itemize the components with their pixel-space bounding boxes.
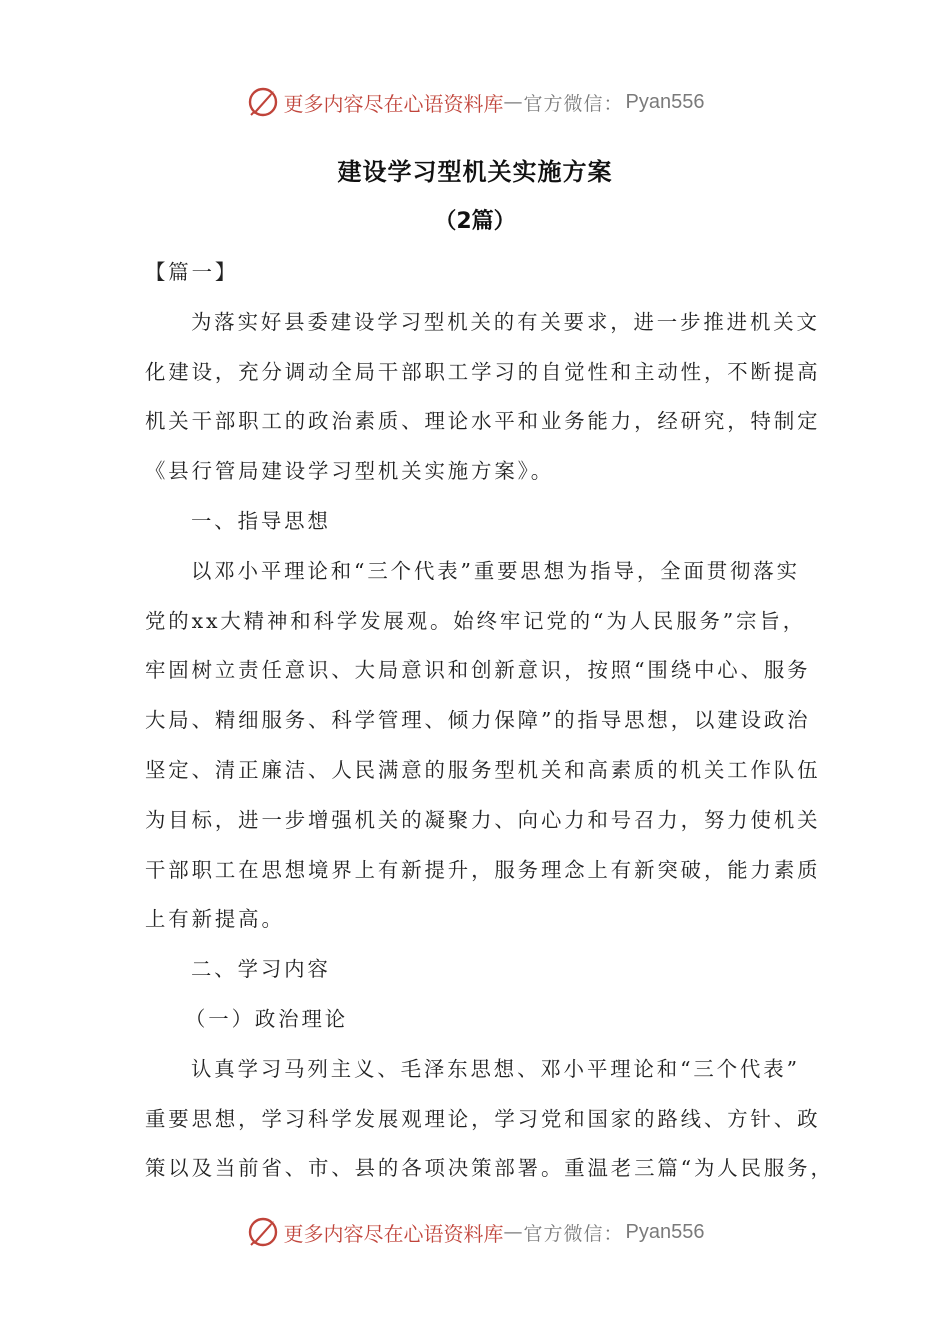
paragraph-line: 为目标，进一步增强机关的凝聚力、向心力和号召力，努力使机关 xyxy=(145,807,821,832)
paragraph-line: 化建设，充分调动全局干部职工学习的自觉性和主动性，不断提高 xyxy=(145,359,821,384)
document-subtitle: （2篇） xyxy=(434,209,516,234)
paragraph-line: 以邓小平理论和“三个代表”重要思想为指导，全面贯彻落实 xyxy=(191,558,800,583)
paragraph-line: 干部职工在思想境界上有新提升，服务理念上有新突破，能力素质 xyxy=(145,857,821,882)
paragraph-line: 机关干部职工的政治素质、理论水平和业务能力，经研究，特制定 xyxy=(145,409,821,434)
paragraph-line: 坚定、清正廉洁、人民满意的服务型机关和高素质的机关工作队伍 xyxy=(145,757,821,782)
paragraph-line: 《县行管局建设学习型机关实施方案》。 xyxy=(145,459,555,484)
document-title: 建设学习型机关实施方案 xyxy=(337,158,613,186)
brand-text: 更多内容尽在心语资料库 xyxy=(283,91,504,116)
paragraph-line: 大局、精细服务、科学管理、倾力保障”的指导思想，以建设政治 xyxy=(145,708,811,733)
brand-text: 更多内容尽在心语资料库 xyxy=(283,1221,504,1246)
heading-study-content: 二、学习内容 xyxy=(191,957,331,982)
header-watermark-banner xyxy=(0,82,950,122)
paragraph-line: 重要思想，学习科学发展观理论，学习党和国家的路线、方针、政 xyxy=(145,1106,821,1131)
paragraph-line: 为落实好县委建设学习型机关的有关要求，进一步推进机关文 xyxy=(191,309,820,334)
paragraph-line: 上有新提高。 xyxy=(145,907,285,932)
document-body xyxy=(145,248,834,1194)
wechat-id: Pyan556 xyxy=(625,90,705,113)
paragraph-line: 牢固树立责任意识、大局意识和创新意识，按照“围绕中心、服务 xyxy=(145,658,811,683)
subheading-political-theory: （一）政治理论 xyxy=(185,1006,349,1031)
quill-logo-icon xyxy=(246,1215,280,1249)
section-label: 【篇一】 xyxy=(145,260,239,284)
dash: — xyxy=(503,1221,524,1243)
contact-label: 官方微信： xyxy=(523,92,624,115)
wechat-id: Pyan556 xyxy=(625,1220,705,1243)
heading-guiding-ideology: 一、指导思想 xyxy=(191,508,331,533)
dash: — xyxy=(503,91,524,113)
paragraph-line: 党的xx大精神和科学发展观。始终牢记党的“为人民服务”宗旨， xyxy=(145,608,807,633)
contact-label: 官方微信： xyxy=(523,1222,624,1245)
paragraph-line: 认真学习马列主义、毛泽东思想、邓小平理论和“三个代表” xyxy=(191,1056,800,1081)
footer-watermark-banner xyxy=(0,1212,950,1252)
quill-logo-icon xyxy=(246,85,280,119)
paragraph-line: 策以及当前省、市、县的各项决策部署。重温老三篇“为人民服务， xyxy=(145,1156,834,1181)
